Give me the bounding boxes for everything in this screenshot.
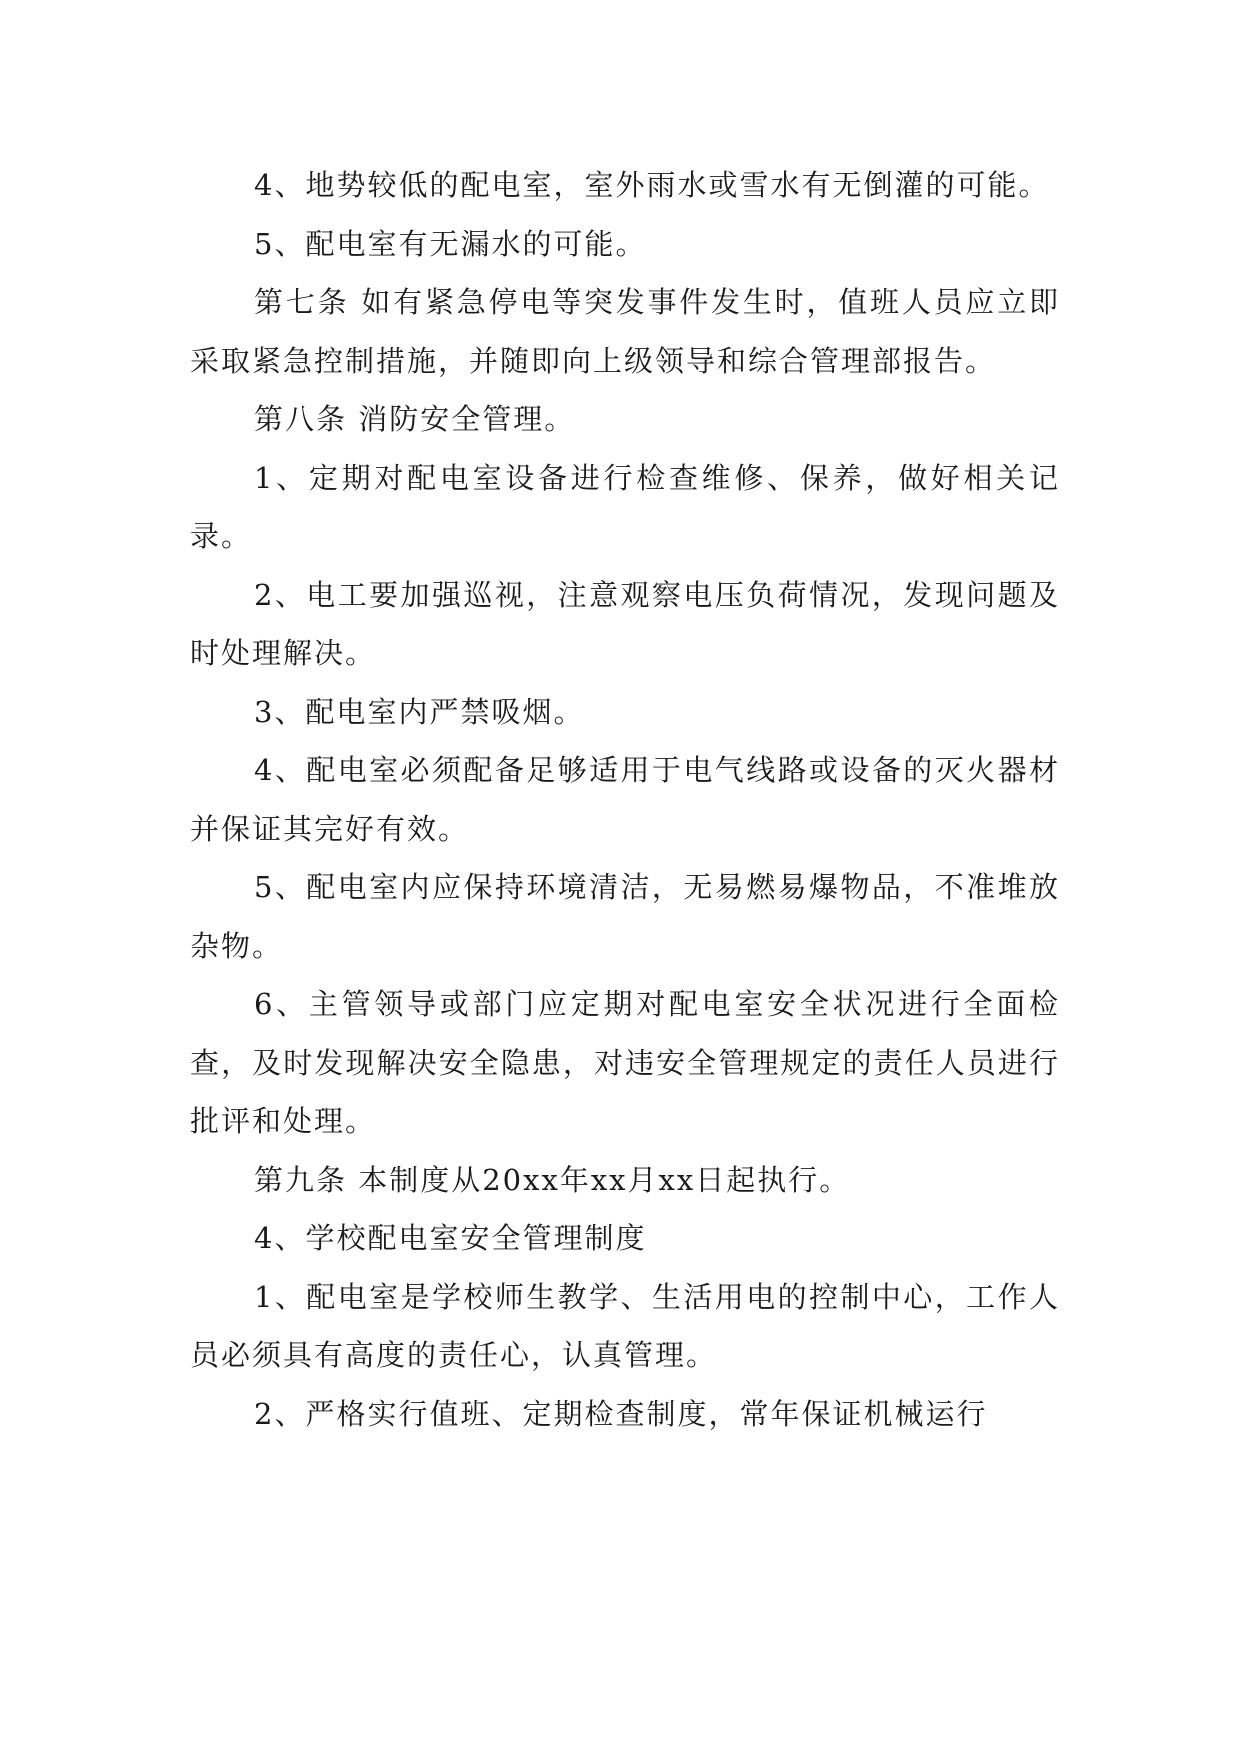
section-heading: 4、学校配电室安全管理制度	[254, 1221, 647, 1255]
paragraph: 4、地势较低的配电室，室外雨水或雪水有无倒灌的可能。	[254, 168, 1050, 202]
paragraph: 1、配电室是学校师生教学、生活用电的控制中心，工作人员必须具有高度的责任心，认真管理。	[190, 1279, 1060, 1372]
paragraph: 第九条 本制度从20xx年xx月xx日起执行。	[254, 1162, 851, 1197]
paragraph: 5、配电室有无漏水的可能。	[254, 226, 647, 261]
paragraph: 2、电工要加强巡视，注意观察电压负荷情况，发现问题及时处理解决。	[190, 577, 1060, 670]
paragraph: 2、严格实行值班、定期检查制度，常年保证机械运行	[254, 1396, 988, 1431]
paragraph: 4、配电室必须配备足够适用于电气线路或设备的灭火器材并保证其完好有效。	[190, 753, 1060, 846]
paragraph: 第七条 如有紧急停电等突发事件发生时，值班人员应立即采取紧急控制措施，并随即向上级领导和综合管理部报告。	[190, 285, 1060, 378]
paragraph: 1、定期对配电室设备进行检查维修、保养，做好相关记录。	[190, 460, 1060, 553]
paragraph: 6、主管领导或部门应定期对配电室安全状况进行全面检查，及时发现解决安全隐患，对违安全管理规定的责任人员进行批评和处理。	[190, 987, 1060, 1138]
paragraph: 5、配电室内应保持环境清洁，无易燃易爆物品，不准堆放杂物。	[190, 870, 1060, 963]
paragraph: 第八条 消防安全管理。	[254, 402, 576, 436]
paragraph: 3、配电室内严禁吸烟。	[254, 694, 585, 729]
document-page	[190, 156, 1060, 1443]
